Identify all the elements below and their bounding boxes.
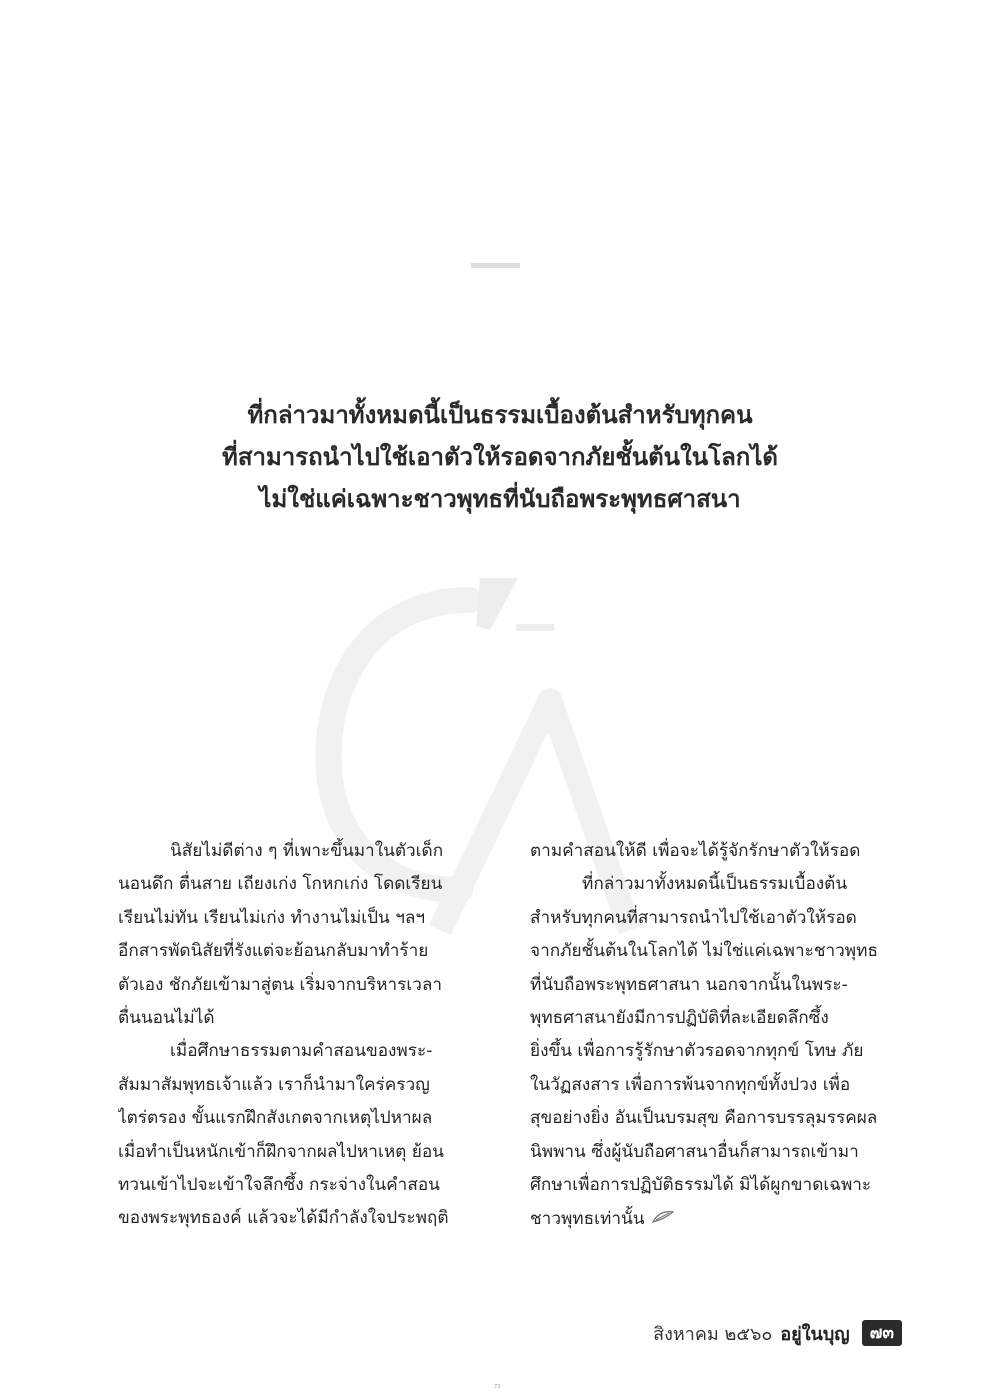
paragraph: [118, 1035, 498, 1235]
text-line: ตัวเอง ชักภัยเข้ามาสู่ตน เริ่มจากบริหารเวลา: [118, 974, 443, 995]
text-line: ไตร่ตรอง ขั้นแรกฝึกสังเกตจากเหตุไปหาผล: [118, 1108, 433, 1129]
text-line: เมื่อทำเป็นหนักเข้าก็ฝึกจากผลไปหาเหตุ ย้อน: [118, 1141, 444, 1162]
pull-quote-line: ที่สามารถนำไปใช้เอาตัวให้รอดจากภัยชั้นต้นในโลกได้: [222, 443, 778, 471]
text-line: ศึกษาเพื่อการปฏิบัติธรรมได้ มิได้ผูกขาดเฉพาะ: [530, 1175, 872, 1196]
footer-date: สิงหาคม ๒๕๖๐: [653, 1323, 773, 1345]
text-line-last: [530, 1202, 910, 1236]
text-line: สัมมาสัมพุทธเจ้าแล้ว เราก็นำมาใคร่ครวญ: [118, 1074, 430, 1095]
text-line: ของพระพุทธองค์ แล้วจะได้มีกำลังใจประพฤติ: [118, 1208, 449, 1229]
text-line: นอนดึก ตื่นสาย เถียงเก่ง โกหกเก่ง โดดเรียน: [118, 874, 443, 895]
text-line: ที่นับถือพระพุทธศาสนา นอกจากนั้นในพระ-: [530, 974, 848, 995]
text-line: ตื่นนอนไม่ได้: [118, 1008, 215, 1029]
paragraph: [530, 868, 910, 1236]
pull-quote-line: ไม่ใช่แค่เฉพาะชาวพุทธที่นับถือพระพุทธศาสนา: [259, 485, 741, 513]
text-line: ในวัฏสงสาร เพื่อการพ้นจากทุกข์ทั้งปวง เพื่อ: [530, 1074, 851, 1095]
leaf-end-mark-icon: [652, 1202, 674, 1235]
text-line: อีกสารพัดนิสัยที่รังแต่จะย้อนกลับมาทำร้าย: [118, 941, 429, 962]
text-line: ทวนเข้าไปจะเข้าใจลึกซึ้ง กระจ่างในคำสอน: [118, 1175, 440, 1196]
pull-quote-line: ที่กล่าวมาทั้งหมดนี้เป็นธรรมเบื้องต้นสำหรับทุกคน: [247, 401, 753, 429]
text-line: พุทธศาสนายังมีการปฏิบัติที่ละเอียดลึกซึ้ง: [530, 1008, 829, 1029]
paragraph: [118, 835, 498, 1035]
text-line: สำหรับทุกคนที่สามารถนำไปใช้เอาตัวให้รอด: [530, 907, 857, 928]
text-line: เรียนไม่ทัน เรียนไม่เก่ง ทำงานไม่เป็น ฯลฯ: [118, 907, 426, 928]
right-column: [530, 835, 910, 1237]
text-line: นิพพาน ซึ่งผู้นับถือศาสนาอื่นก็สามารถเข้ามา: [530, 1141, 859, 1162]
decorative-dash: [471, 263, 520, 268]
page-footer: [500, 1318, 902, 1348]
text-line: ตามคำสอนให้ดี เพื่อจะได้รู้จักรักษาตัวให้รอด: [530, 841, 861, 861]
text-line: จากภัยชั้นต้นในโลกได้ ไม่ใช่แค่เฉพาะชาวพุทธ: [530, 941, 878, 962]
paragraph: [530, 835, 910, 868]
text-line: เมื่อศึกษาธรรมตามคำสอนของพระ-: [170, 1041, 433, 1062]
footer-magazine-name: อยู่ในบุญ: [780, 1323, 850, 1345]
text-line: ยิ่งขึ้น เพื่อการรู้รักษาตัวรอดจากทุกข์ โทษ ภัย: [530, 1041, 864, 1062]
page-number-badge: ๗๓: [862, 1320, 902, 1346]
left-column: [118, 835, 498, 1236]
pull-quote: [150, 394, 850, 520]
text-line: นิสัยไม่ดีต่าง ๆ ที่เพาะขึ้นมาในตัวเด็ก: [170, 841, 444, 861]
print-mark: 73: [494, 1384, 501, 1390]
text-line: ที่กล่าวมาทั้งหมดนี้เป็นธรรมเบื้องต้น: [582, 874, 848, 895]
text-line: ชาวพุทธเท่านั้น: [530, 1209, 645, 1230]
text-line: สุขอย่างยิ่ง อันเป็นบรมสุข คือการบรรลุมรรคผล: [530, 1108, 878, 1129]
